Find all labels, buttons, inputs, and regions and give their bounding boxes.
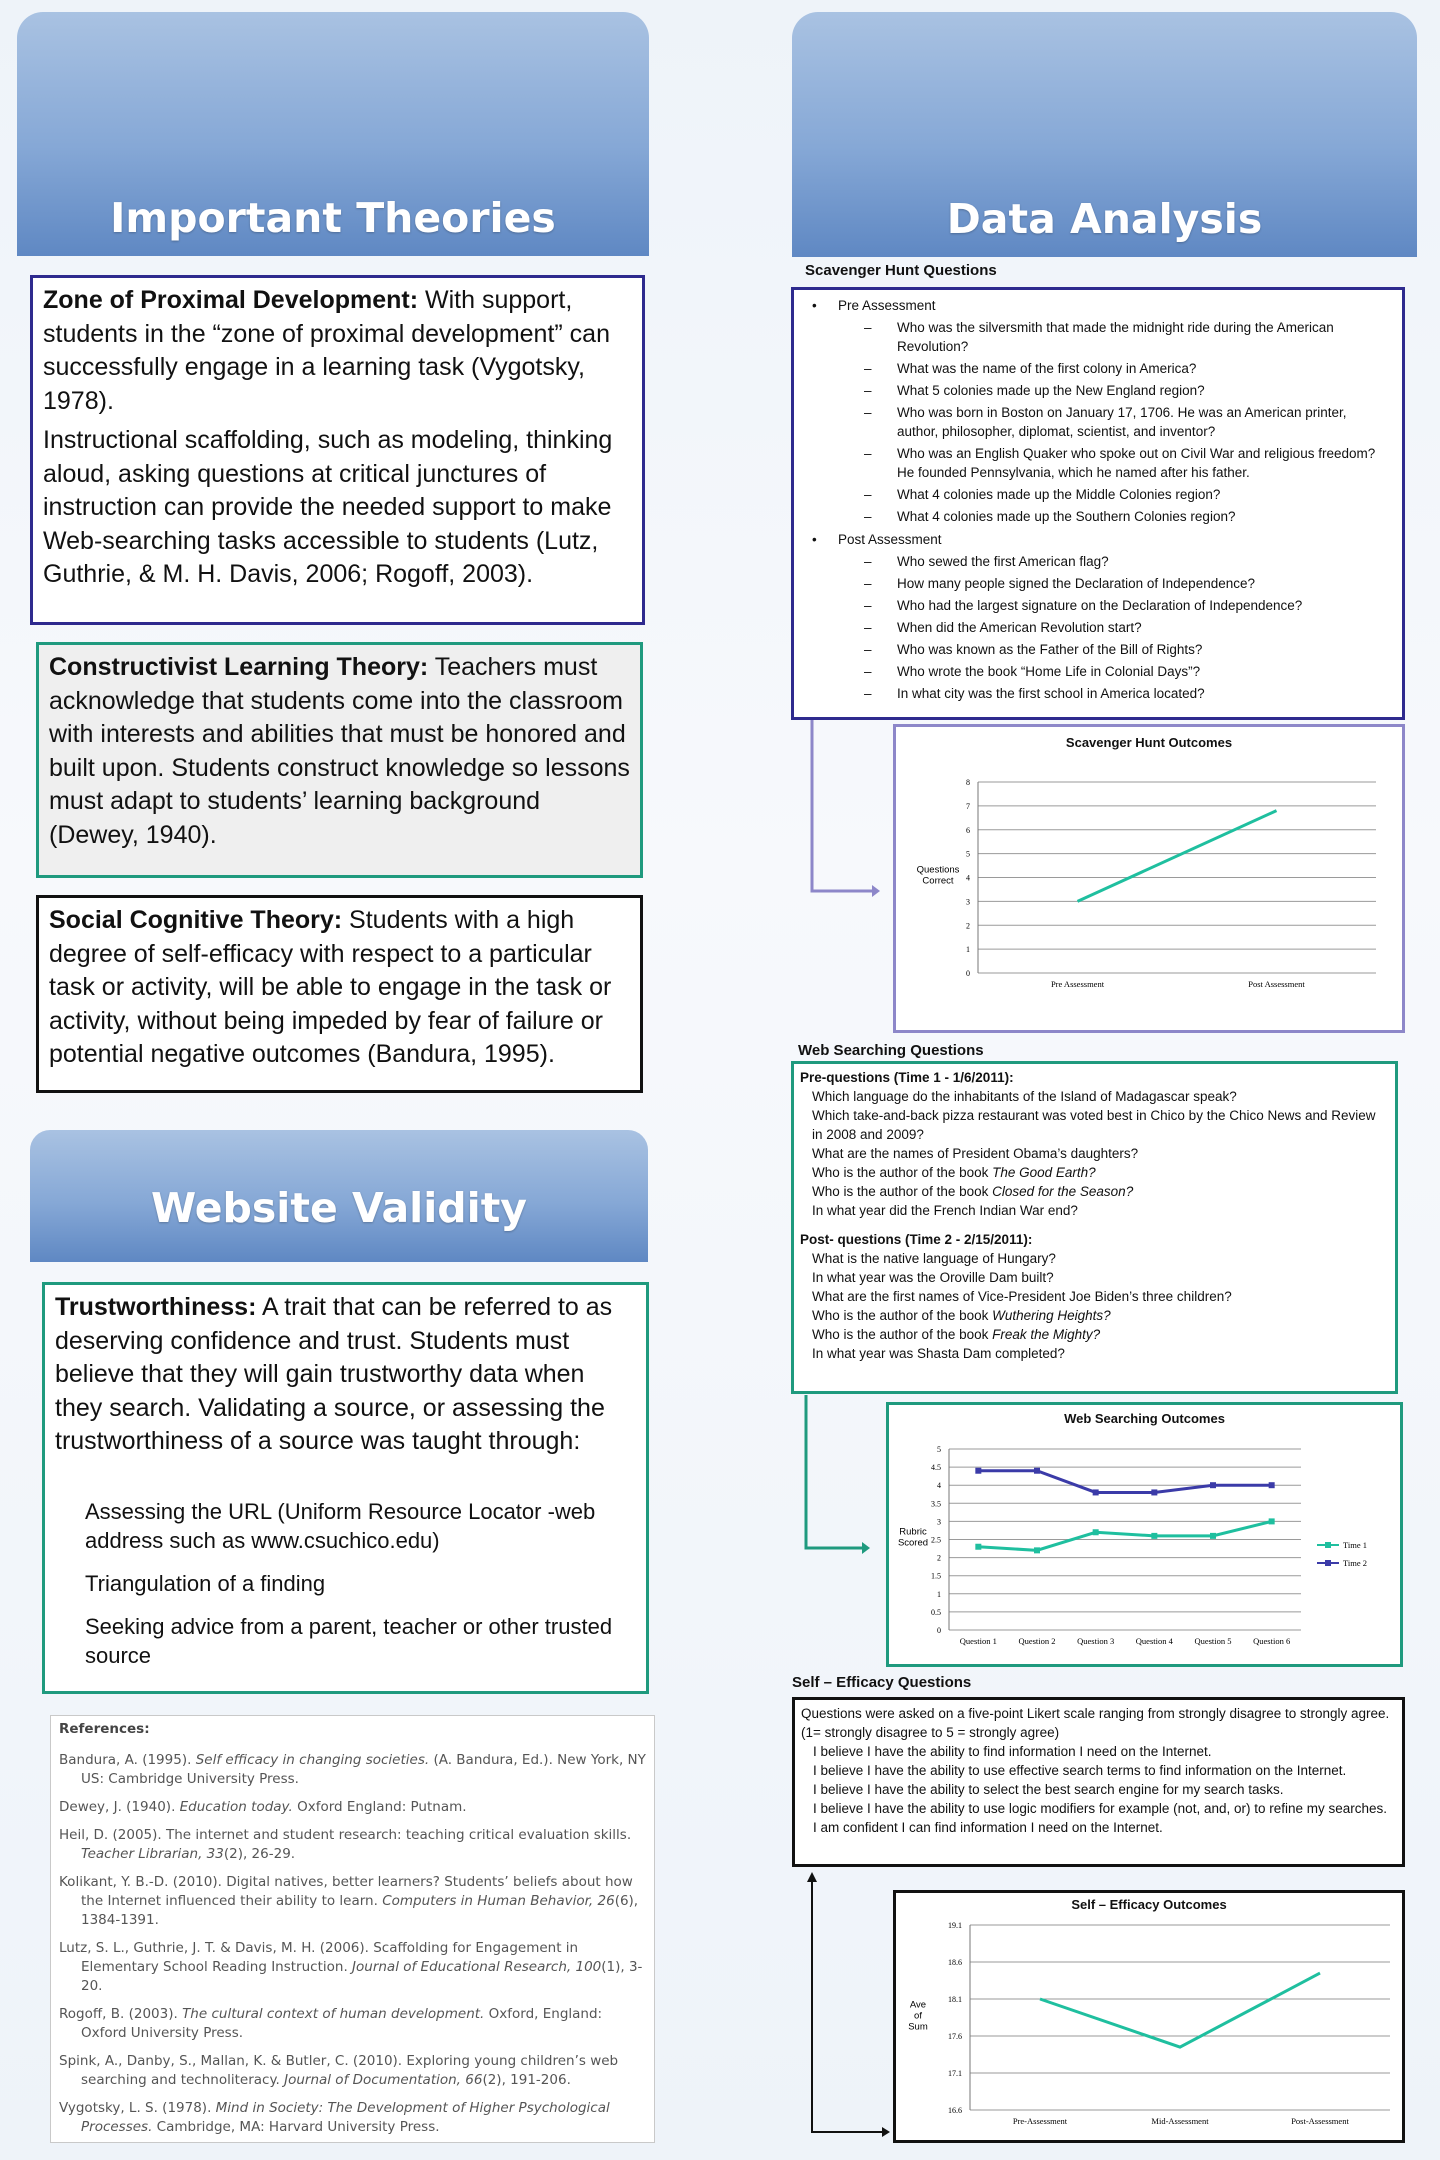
web-box [791, 1061, 1398, 1394]
pre-assessment-list [802, 318, 1394, 526]
question-text: Who sewed the first American flag? [897, 554, 1109, 569]
list-item [802, 684, 1394, 703]
web-chart-title: Web Searching Outcomes [1064, 1411, 1225, 1426]
y-tick-label: 4 [966, 873, 970, 883]
question-text: In what city was the first school in America located? [897, 686, 1205, 701]
data-point [1210, 1482, 1216, 1488]
x-tick-label: Pre-Assessment [1012, 2116, 1068, 2126]
reference-text: Oxford, England: Oxford University Press. [81, 2006, 603, 2041]
x-tick-label: Question 2 [1018, 1636, 1056, 1646]
x-tick-label: Question 4 [1135, 1636, 1173, 1646]
web-question [812, 1268, 1389, 1287]
web-question [812, 1106, 1389, 1144]
reference-text: Lutz, S. L., Guthrie, J. T. & Davis, M. H. (2006). Scaffolding for Engagement in Elementary School Reading Instruction. [59, 1940, 579, 1975]
reference-item [59, 1826, 646, 1864]
question-text: Who was born in Boston on January 17, 1706. He was an American printer, author, philosopher, diplomat, scientist, and inventor? [897, 405, 1347, 439]
web-post-label: Post- questions (Time 2 - 2/15/2011): [800, 1232, 1033, 1247]
trust-box [42, 1282, 649, 1694]
references-list [59, 1751, 646, 2137]
theories-header [17, 12, 649, 256]
y-tick-label: 5 [937, 1445, 941, 1454]
question-text: How many people signed the Declaration of Independence? [897, 576, 1255, 591]
reference-text: Cambridge, MA: Harvard University Press. [152, 2119, 440, 2135]
x-tick-label: Question 6 [1253, 1636, 1291, 1646]
data-point [1093, 1529, 1099, 1535]
web-question-text: What is the native language of Hungary? [812, 1251, 1056, 1266]
reference-text: Kolikant, Y. B.-D. (2010). Digital natives, better learners? Students’ beliefs about how the Internet influenced their ability to learn. [59, 1874, 633, 1909]
reference-text: (1), 3-20. [81, 1959, 643, 1994]
legend-marker [1325, 1542, 1331, 1548]
x-tick-label: Mid-Assessment [1151, 2116, 1209, 2126]
series-line [1078, 811, 1277, 902]
list-item [802, 618, 1394, 637]
web-question [812, 1325, 1389, 1344]
self-chart-title: Self – Efficacy Outcomes [1071, 1897, 1227, 1912]
web-question-text: What are the names of President Obama’s daughters? [812, 1146, 1139, 1161]
web-question-text: What are the first names of Vice-President Joe Biden’s three children? [812, 1289, 1232, 1304]
reference-text: Oxford England: Putnam. [292, 1799, 467, 1815]
web-pre-list [800, 1087, 1389, 1220]
question-text: Who was the silversmith that made the midnight ride during the American Revolution? [897, 320, 1334, 354]
analysis-header [792, 12, 1417, 257]
theories-header-title: Important Theories [110, 194, 556, 242]
self-item: I am confident I can find information I need on the Internet. [813, 1820, 1163, 1835]
list-item [802, 485, 1394, 504]
y-tick-label: 2.5 [931, 1535, 941, 1545]
y-tick-label: 2 [966, 921, 970, 931]
dash-bullet: – [864, 642, 872, 657]
reference-item [59, 2005, 646, 2043]
reference-item [59, 1873, 646, 1930]
list-item [802, 403, 1394, 441]
social-text: Students with a high degree of self-efficacy with respect to a particular task or activity, will be able to engage in the task or activity, without being impeded by fear of failure or potential negative outcomes (Bandura, 1995). [49, 906, 612, 1068]
y-axis-label: Rubric [899, 1526, 927, 1538]
y-axis-label: Sum [908, 2021, 928, 2033]
web-question [812, 1287, 1389, 1306]
web-question [812, 1087, 1389, 1106]
reference-italic: The cultural context of human development. [182, 2006, 485, 2022]
question-text: Who was known as the Father of the Bill of Rights? [897, 642, 1203, 657]
dash-bullet: – [864, 686, 872, 701]
series-line [978, 1471, 1271, 1493]
zpd-text: With support, students in the “zone of proximal development” can successfully engage in a learning task (Vygotsky, 1978). [43, 286, 610, 415]
x-tick-label: Pre Assessment [1050, 979, 1105, 989]
list-item [802, 662, 1394, 681]
y-tick-label: 3 [966, 897, 970, 907]
scavenger-box [791, 287, 1405, 720]
reference-text: (A. Bandura, Ed.). New York, NY US: Cambridge University Press. [81, 1752, 646, 1787]
web-question-text: Which language do the inhabitants of the Island of Madagascar speak? [812, 1089, 1237, 1104]
reference-italic: Education today. [179, 1799, 293, 1815]
data-point [1034, 1547, 1040, 1553]
constructivist-paragraph [49, 651, 630, 852]
self-title: Self – Efficacy Questions [792, 1674, 972, 1691]
data-point [975, 1544, 981, 1550]
trust-item-3: Seeking advice from a parent, teacher or other trusted source [85, 1613, 613, 1668]
self-chart-box [893, 1890, 1405, 2143]
x-tick-label: Post Assessment [1248, 979, 1305, 989]
list-item [802, 381, 1394, 400]
post-assessment-label: • Post Assessment [812, 532, 942, 547]
y-tick-label: 19.1 [948, 1921, 962, 1930]
data-point [1151, 1533, 1157, 1539]
y-tick-label: 1 [937, 1589, 941, 1599]
constructivist-term: Constructivist Learning Theory: [49, 653, 429, 681]
references-box [50, 1715, 655, 2143]
y-tick-label: 17.6 [948, 2032, 962, 2041]
dash-bullet: – [864, 576, 872, 591]
pre-assessment-label: • Pre Assessment [812, 298, 936, 313]
dash-bullet: – [864, 383, 872, 398]
social-box [36, 895, 643, 1093]
legend-marker [1325, 1560, 1331, 1566]
zpd-box [30, 275, 645, 625]
dash-bullet: – [864, 320, 872, 335]
data-point [1269, 1518, 1275, 1524]
x-tick-label: Question 3 [1077, 1636, 1115, 1646]
reference-text: Dewey, J. (1940). [59, 1799, 180, 1815]
y-tick-label: 18.6 [948, 1958, 962, 1967]
web-question [812, 1306, 1389, 1325]
list-item [802, 574, 1394, 593]
web-question [812, 1163, 1389, 1182]
reference-italic: Teacher Librarian, 33 [81, 1846, 224, 1862]
web-title: Web Searching Questions [798, 1042, 984, 1059]
y-tick-label: 1 [966, 945, 970, 955]
y-axis-label: Scored [897, 1537, 929, 1549]
post-assessment-list [802, 552, 1394, 703]
social-term: Social Cognitive Theory: [49, 906, 343, 934]
list-item [802, 444, 1394, 482]
data-point [1210, 1533, 1216, 1539]
reference-text: Rogoff, B. (2003). [59, 2006, 183, 2022]
web-chart-box [886, 1402, 1403, 1667]
self-list [801, 1742, 1396, 1837]
dash-bullet: – [864, 405, 872, 420]
data-point [1151, 1489, 1157, 1495]
scavenger-title: Scavenger Hunt Questions [805, 262, 997, 279]
y-tick-label: 7 [966, 801, 970, 811]
reference-text: (2), 191-206. [482, 2072, 571, 2088]
reference-text: Vygotsky, L. S. (1978). [59, 2100, 216, 2116]
web-question-text: In what year was Shasta Dam completed? [812, 1346, 1065, 1361]
question-text: Who was an English Quaker who spoke out on Civil War and religious freedom? He founded Pennsylvania, which he named after his father. [897, 446, 1376, 480]
reference-text: Heil, D. (2005). The internet and student research: teaching critical evaluation skills. [59, 1827, 632, 1843]
y-tick-label: 0.5 [931, 1607, 941, 1617]
y-tick-label: 18.1 [948, 1995, 962, 2004]
trust-paragraph [55, 1291, 636, 1459]
reference-italic: Journal of Educational Research, 100 [352, 1959, 602, 1975]
self-box [792, 1697, 1405, 1867]
reference-italic: Mind in Society: The Development of Higher Psychological Processes. [81, 2100, 610, 2135]
reference-italic: Computers in Human Behavior, 26 [382, 1893, 615, 1909]
scavenger-chart-box [893, 724, 1405, 1033]
data-point [1269, 1482, 1275, 1488]
connector-arrow-3 [800, 1870, 895, 2145]
zpd-paragraph-2: Instructional scaffolding, such as modeling, thinking aloud, asking questions at critical junctures of instruction can provide the needed support to make Web-searching tasks accessible to students (Lutz, Guthrie, & M. H. Davis, 2006; Rogoff, 2003). [43, 426, 613, 588]
reference-item [59, 2099, 646, 2137]
list-item [802, 507, 1394, 526]
dash-bullet: – [864, 664, 872, 679]
zpd-term: Zone of Proximal Development: [43, 286, 419, 314]
web-question-text: In what year was the Oroville Dam built? [812, 1270, 1054, 1285]
question-text: What 4 colonies made up the Middle Colonies region? [897, 487, 1221, 502]
y-axis-label: Correct [922, 875, 954, 887]
scavenger-chart-title: Scavenger Hunt Outcomes [1065, 735, 1233, 750]
reference-text: Bandura, A. (1995). [59, 1752, 196, 1768]
y-tick-label: 8 [966, 778, 970, 787]
web-question [812, 1344, 1389, 1363]
dash-bullet: – [864, 598, 872, 613]
reference-italic: Journal of Documentation, 66 [284, 2072, 483, 2088]
dash-bullet: – [864, 487, 872, 502]
self-item: I believe I have the ability to find information I need on the Internet. [813, 1744, 1212, 1759]
dash-bullet: – [864, 620, 872, 635]
question-text: Who had the largest signature on the Declaration of Independence? [897, 598, 1303, 613]
reference-text: Spink, A., Danby, S., Mallan, K. & Butler, C. (2010). Exploring young children’s web searching and technoliteracy. [59, 2053, 619, 2088]
self-intro: Questions were asked on a five-point Likert scale ranging from strongly disagree to strongly agree. (1= strongly disagree to 5 = strongly agree) [801, 1706, 1390, 1740]
series-line [978, 1521, 1271, 1550]
reference-text: (2), 26-29. [223, 1846, 296, 1862]
web-question-text: Who is the author of the book [812, 1165, 993, 1180]
trust-item-1: Assessing the URL (Uniform Resource Locator -web address such as www.csuchico.edu) [85, 1498, 596, 1553]
list-item [802, 596, 1394, 615]
question-text: Who wrote the book “Home Life in Colonial Days”? [897, 664, 1201, 679]
social-paragraph [49, 904, 630, 1072]
dash-bullet: – [864, 509, 872, 524]
question-text: What 4 colonies made up the Southern Colonies region? [897, 509, 1236, 524]
constructivist-box [36, 642, 643, 878]
question-text: What was the name of the first colony in America? [897, 361, 1197, 376]
zpd-paragraph [43, 284, 632, 418]
reference-item [59, 1939, 646, 1996]
trust-text: A trait that can be referred to as deserving confidence and trust. Students must believe that they will gain trustworthy data when they search. Validating a source, or assessing the trustworthiness of a source was taught through: [55, 1293, 613, 1455]
connector-arrow-1 [800, 718, 880, 898]
self-item: I believe I have the ability to select the best search engine for my search tasks. [813, 1782, 1284, 1797]
reference-item [59, 1798, 646, 1817]
validity-header-title: Website Validity [150, 1184, 528, 1232]
x-tick-label: Question 5 [1194, 1636, 1232, 1646]
y-tick-label: 0 [966, 969, 970, 978]
web-question-italic: The Good Earth? [992, 1165, 1096, 1180]
dash-bullet: – [864, 446, 872, 461]
y-tick-label: 5 [966, 849, 970, 859]
references-title: References: [59, 1721, 150, 1737]
y-tick-label: 1.5 [931, 1571, 941, 1581]
legend-label: Time 1 [1343, 1540, 1368, 1550]
y-axis-label: Questions [916, 864, 960, 876]
list-item [802, 359, 1394, 378]
y-tick-label: 17.1 [948, 2069, 962, 2078]
reference-item [59, 1751, 646, 1789]
y-axis-label: Ave [909, 1999, 927, 2011]
legend-label: Time 2 [1343, 1558, 1368, 1568]
web-question-text: Who is the author of the book [812, 1308, 993, 1323]
web-question-text: Which take-and-back pizza restaurant was voted best in Chico by the Chico News and Review in 2008 and 2009? [812, 1108, 1376, 1142]
web-question [812, 1182, 1389, 1201]
constructivist-text: Teachers must acknowledge that students come into the classroom with interests and abilities that must be honored and built upon. Students construct knowledge so lessons must adapt to students’ learning background (Dewey, 1940). [49, 653, 630, 849]
reference-text: (6), 1384-1391. [81, 1893, 639, 1928]
y-tick-label: 4 [937, 1481, 941, 1491]
dash-bullet: – [864, 361, 872, 376]
reference-italic: Self efficacy in changing societies. [195, 1752, 430, 1768]
web-post-list [800, 1249, 1389, 1363]
dash-bullet: – [864, 554, 872, 569]
self-item: I believe I have the ability to use logic modifiers for example (not, and, or) to refine my searches. [813, 1801, 1388, 1816]
y-tick-label: 2 [937, 1553, 941, 1563]
question-text: When did the American Revolution start? [897, 620, 1142, 635]
y-tick-label: 16.6 [948, 2106, 962, 2115]
scavenger-chart [896, 757, 1402, 1027]
data-point [975, 1468, 981, 1474]
y-tick-label: 3.5 [931, 1499, 941, 1509]
web-question [812, 1249, 1389, 1268]
y-tick-label: 0 [937, 1626, 941, 1635]
question-text: What 5 colonies made up the New England region? [897, 383, 1205, 398]
x-tick-label: Post-Assessment [1291, 2116, 1349, 2126]
web-chart [889, 1431, 1400, 1666]
self-chart [896, 1911, 1402, 2141]
x-tick-label: Question 1 [959, 1636, 997, 1646]
analysis-header-title: Data Analysis [946, 195, 1263, 243]
validity-header [30, 1130, 648, 1262]
web-question-text: In what year did the French Indian War end? [812, 1203, 1078, 1218]
list-item [802, 640, 1394, 659]
trust-item-2: Triangulation of a finding [85, 1570, 326, 1596]
y-tick-label: 3 [937, 1517, 941, 1527]
y-tick-label: 4.5 [931, 1463, 941, 1473]
web-question-italic: Wuthering Heights? [992, 1308, 1111, 1323]
web-question [812, 1144, 1389, 1163]
trust-term: Trustworthiness: [55, 1293, 257, 1321]
data-point [1093, 1489, 1099, 1495]
data-point [1034, 1468, 1040, 1474]
list-item [802, 318, 1394, 356]
reference-item [59, 2052, 646, 2090]
web-pre-label: Pre-questions (Time 1 - 1/6/2011): [800, 1070, 1014, 1085]
web-question-italic: Freak the Mighty? [992, 1327, 1101, 1342]
connector-arrow-2 [794, 1393, 874, 1558]
self-item: I believe I have the ability to use effective search terms to find information on the Internet. [813, 1763, 1347, 1778]
web-question-text: Who is the author of the book [812, 1327, 993, 1342]
y-tick-label: 6 [966, 825, 970, 835]
y-axis-label: of [914, 2010, 922, 2022]
web-question-italic: Closed for the Season? [992, 1184, 1134, 1199]
web-question [812, 1201, 1389, 1220]
web-question-text: Who is the author of the book [812, 1184, 993, 1199]
list-item [802, 552, 1394, 571]
